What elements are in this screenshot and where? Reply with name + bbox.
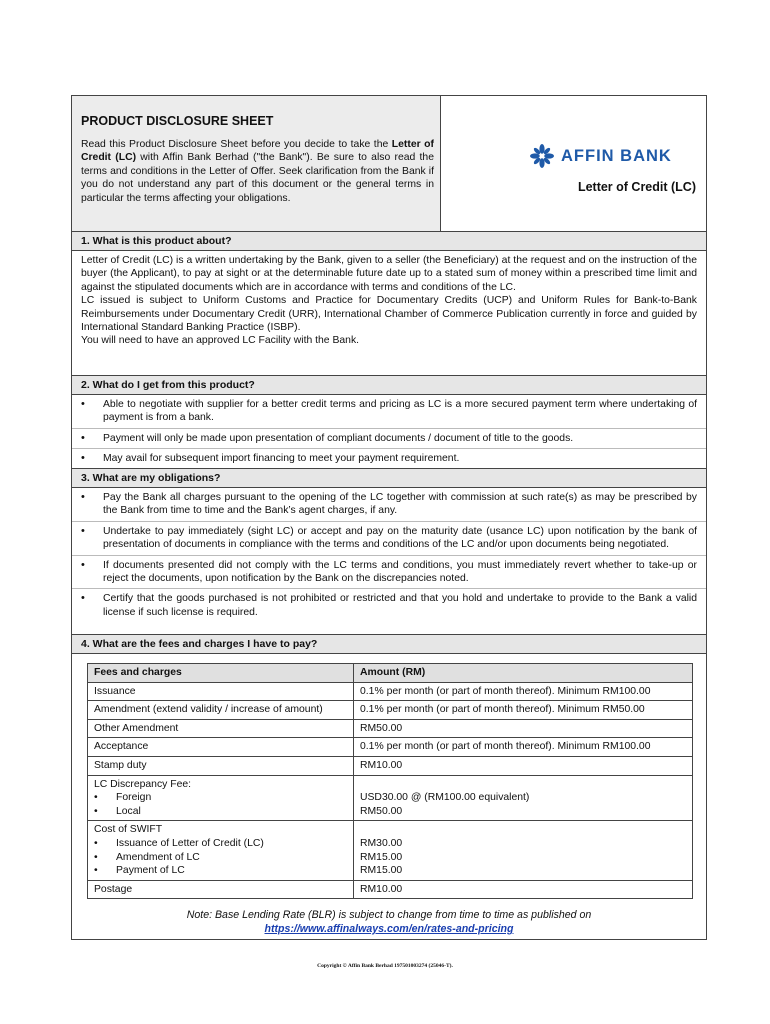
table-row	[88, 738, 693, 757]
sub-item	[94, 864, 347, 878]
amount-cell: RM10.00	[354, 756, 693, 775]
section-3-heading: 3. What are my obligations?	[72, 468, 706, 488]
brand-panel	[441, 96, 706, 231]
list-item	[72, 448, 706, 468]
section-1-paragraph: LC issued is subject to Uniform Customs and Practice for Documentary Credits (UCP) and Uniform Rules for Bank-to-Bank Reimbursements under Documentary Credit (URR), International Chamber of Commerce Publication currently in force and guided by International Standard Banking Practice (ISBP).	[81, 295, 697, 334]
table-row	[88, 719, 693, 738]
section-2-list	[72, 395, 706, 469]
bullet-icon: •	[94, 792, 98, 804]
sub-item-text: Payment of LC	[116, 865, 185, 877]
list-item	[72, 588, 706, 622]
section-1-paragraph: You will need to have an approved LC Facility with the Bank.	[81, 335, 360, 347]
list-item-text: Payment will only be made upon presentation of compliant documents / document of title to the goods.	[103, 432, 574, 444]
section-1-paragraph: Letter of Credit (LC) is a written undertaking by the Bank, given to a seller (the Beneficiary) at the request and on the instruction of the buyer (the Applicant), to pay at sight or at the determinable future date up to a stated sum of money within a prescribed time limit and against the stipulated documents which are in accordance with terms and conditions of the LC.	[81, 255, 697, 293]
section-3-list	[72, 488, 706, 622]
bullet-icon: •	[81, 592, 85, 605]
intro-text-start: Read this Product Disclosure Sheet before you decide to take the	[81, 139, 392, 150]
amount-cell	[354, 821, 693, 880]
affin-bank-logo	[529, 143, 672, 169]
amount-line: RM15.00	[360, 865, 403, 877]
bullet-icon: •	[94, 851, 98, 863]
list-item-text: Undertake to pay immediately (sight LC) or accept and pay on the maturity date (usance LC) upon notification by the bank of presentation of documents in compliance with the terms and conditions of the LC and/or upon documents being negotiated.	[103, 525, 697, 551]
section-4-heading: 4. What are the fees and charges I have to pay?	[72, 634, 706, 654]
fee-cell: Stamp duty	[88, 756, 354, 775]
fee-cell	[88, 775, 354, 821]
table-row	[88, 775, 693, 821]
bullet-icon: •	[81, 431, 85, 444]
copyright-footer: Copyright © Affin Bank Berhad 197501003274 (25046-T).	[317, 963, 453, 969]
list-item-text: May avail for subsequent import financing to meet your payment requirement.	[103, 453, 460, 465]
table-header-row	[88, 664, 693, 683]
list-item	[72, 428, 706, 448]
section-1-body	[72, 254, 706, 348]
amount-cell	[354, 775, 693, 821]
list-item-text: Pay the Bank all charges pursuant to the opening of the LC together with commission at such rate(s) as may be prescribed by the Bank from time to time and the Bank’s agent charges, if any.	[103, 492, 697, 517]
amount-cell: 0.1% per month (or part of month thereof). Minimum RM100.00	[354, 682, 693, 701]
note-text: Note: Base Lending Rate (BLR) is subject to change from time to time as published on	[186, 909, 592, 921]
blr-note	[72, 908, 706, 936]
table-row	[88, 682, 693, 701]
list-item	[72, 521, 706, 555]
section-1-heading: 1. What is this product about?	[72, 231, 706, 251]
sub-item-text: Local	[116, 805, 141, 817]
fee-cell	[88, 821, 354, 880]
table-row	[88, 701, 693, 720]
table-row	[88, 821, 693, 880]
bullet-icon: •	[81, 491, 85, 503]
list-item	[72, 395, 706, 428]
fee-cell: Amendment (extend validity / increase of amount)	[88, 701, 354, 720]
sub-item-text: Foreign	[116, 792, 152, 804]
list-item-text: Certify that the goods purchased is not prohibited or restricted and that you hold and undertake to provide to the Bank a valid license if such license is required.	[103, 593, 697, 618]
amount-line: RM15.00	[360, 851, 403, 863]
sub-item	[94, 837, 347, 851]
section-2-heading: 2. What do I get from this product?	[72, 375, 706, 395]
intro-text	[81, 138, 434, 205]
bullet-icon: •	[81, 524, 85, 537]
fee-cell: Postage	[88, 880, 354, 899]
product-title: Letter of Credit (LC)	[577, 180, 696, 194]
swift-label: Cost of SWIFT	[94, 824, 163, 836]
bullet-icon: •	[81, 558, 85, 571]
affin-flower-icon	[529, 143, 555, 169]
table-row	[88, 756, 693, 775]
bullet-icon: •	[94, 805, 98, 817]
bullet-icon: •	[81, 398, 85, 410]
list-item	[72, 555, 706, 589]
amount-cell: 0.1% per month (or part of month thereof). Minimum RM100.00	[354, 738, 693, 757]
fee-cell: Issuance	[88, 682, 354, 701]
amount-cell: RM50.00	[354, 719, 693, 738]
fee-cell: Other Amendment	[88, 719, 354, 738]
bullet-icon: •	[94, 865, 98, 877]
amount-line: RM30.00	[360, 837, 403, 849]
intro-product-name: Letter of Credit (LC)	[81, 139, 434, 164]
discrepancy-label: LC Discrepancy Fee:	[94, 778, 192, 790]
table-row	[88, 880, 693, 899]
sheet-header	[72, 96, 706, 231]
amount-line: USD30.00 @ (RM100.00 equivalent)	[360, 792, 530, 804]
sub-item-text: Issuance of Letter of Credit (LC)	[116, 837, 264, 849]
sub-item	[94, 805, 347, 819]
list-item-text: If documents presented did not comply with the LC terms and conditions, you must immediately revert whether to take-up or reject the documents, upon notification by the Bank on the discrepancies noted.	[103, 559, 697, 585]
sub-item	[94, 791, 347, 805]
intro-panel	[72, 96, 441, 231]
sub-item	[94, 851, 347, 865]
logo-text: AFFIN BANK	[561, 146, 672, 165]
sub-item-text: Amendment of LC	[116, 851, 200, 863]
fee-cell: Acceptance	[88, 738, 354, 757]
list-item	[72, 488, 706, 521]
amount-line: RM50.00	[360, 805, 403, 817]
column-header-fees: Fees and charges	[88, 664, 354, 683]
page-title: PRODUCT DISCLOSURE SHEET	[81, 114, 274, 128]
rates-pricing-link[interactable]: https://www.affinalways.com/en/rates-and-pricing	[264, 923, 514, 935]
product-disclosure-sheet	[71, 95, 707, 940]
bullet-icon: •	[81, 452, 85, 465]
amount-cell: RM10.00	[354, 880, 693, 899]
bullet-icon: •	[94, 837, 98, 849]
column-header-amount: Amount (RM)	[354, 664, 693, 683]
amount-cell: 0.1% per month (or part of month thereof). Minimum RM50.00	[354, 701, 693, 720]
list-item-text: Able to negotiate with supplier for a better credit terms and pricing as LC is a more secured payment term where undertaking of payment is from a bank.	[103, 399, 697, 424]
intro-text-end: with Affin Bank Berhad ("the Bank"). Be sure to also read the terms and conditions in the Letter of Offer. Seek clarification from the Bank if you do not understand any part of this document or the general terms in particular the terms affecting your obligations.	[81, 152, 434, 204]
fees-table	[87, 663, 693, 899]
